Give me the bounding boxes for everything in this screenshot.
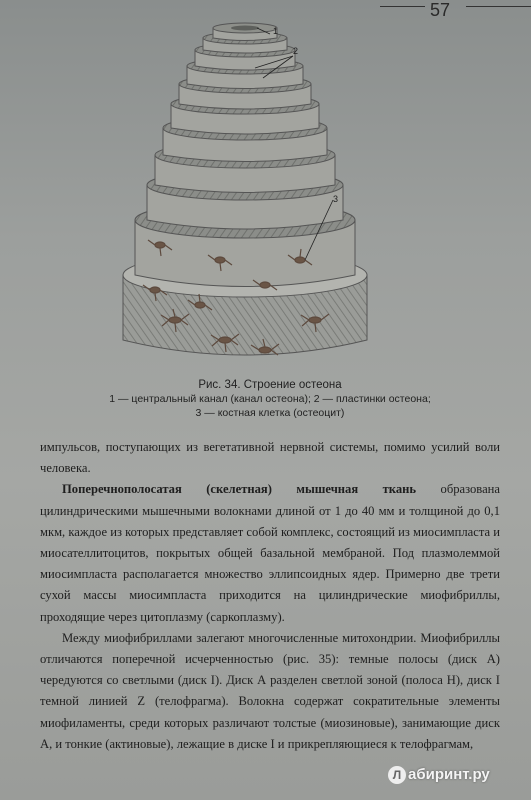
caption-line-1: 1 — центральный канал (канал остеона); 2 — пластинки остеона; — [109, 393, 431, 405]
figure-caption — [40, 378, 500, 420]
caption-title: Рис. 34. Строение остеона — [198, 379, 342, 391]
label-1: 1 — [273, 26, 279, 36]
header-rule-left — [380, 6, 425, 7]
osteon-illustration — [115, 20, 375, 375]
term-skeletal-muscle: Поперечнополосатая (скелетная) мышечная ткань — [62, 482, 417, 497]
paragraph-continuation: импульсов, поступающих из вегетативной нервной системы, помимо усилий воли человека. — [40, 440, 500, 476]
watermark: абиринт.ру — [408, 766, 490, 783]
caption-line-2: 3 — костная клетка (остеоцит) — [195, 407, 345, 419]
page-number: 57 — [430, 0, 451, 20]
label-3: 3 — [333, 194, 339, 204]
paragraph-skeletal-muscle-text: образована цилиндрическими мышечными волокнами длиной от 1 до 40 мм и толщиной до 0,1 мкм, каждое из которых представляет собой комплекс, состоящий из миосимпласта и миосателлитоцитов, покрытых общей базальной мембраной. Под плазмолеммой миосимпласта располагается множество эллипсоидных ядер. Примерно две трети сухой массы миосимпласта приходится на цилиндрические миофибриллы, проходящие через цитоплазму (саркоплазму). — [40, 482, 501, 624]
osteon-lamellae — [123, 23, 367, 355]
paragraph-skeletal-muscle — [40, 479, 500, 627]
labirint-logo-icon: Л — [388, 766, 406, 784]
label-2: 2 — [293, 46, 299, 56]
header-rule-right — [466, 6, 531, 7]
paragraph-myofibrils: Между миофибриллами залегают многочисленные митохондрии. Миофибриллы отличаются поперечной исчерченностью (рис. 35): темные полосы (диск A) чередуются со светлыми (диск I). Диск А разделен светлой зоной (полоса H), диск I темной линией Z (телофрагма). Волокна содержат сократительные элементы миофиламенты, среди которых различают толстые (миозиновые), занимающие диск А, и тонкие (актиновые), лежащие в диске I и прикрепляющиеся к телофрагмам, — [40, 630, 500, 751]
central-canal — [231, 26, 259, 31]
body-text — [40, 437, 500, 755]
